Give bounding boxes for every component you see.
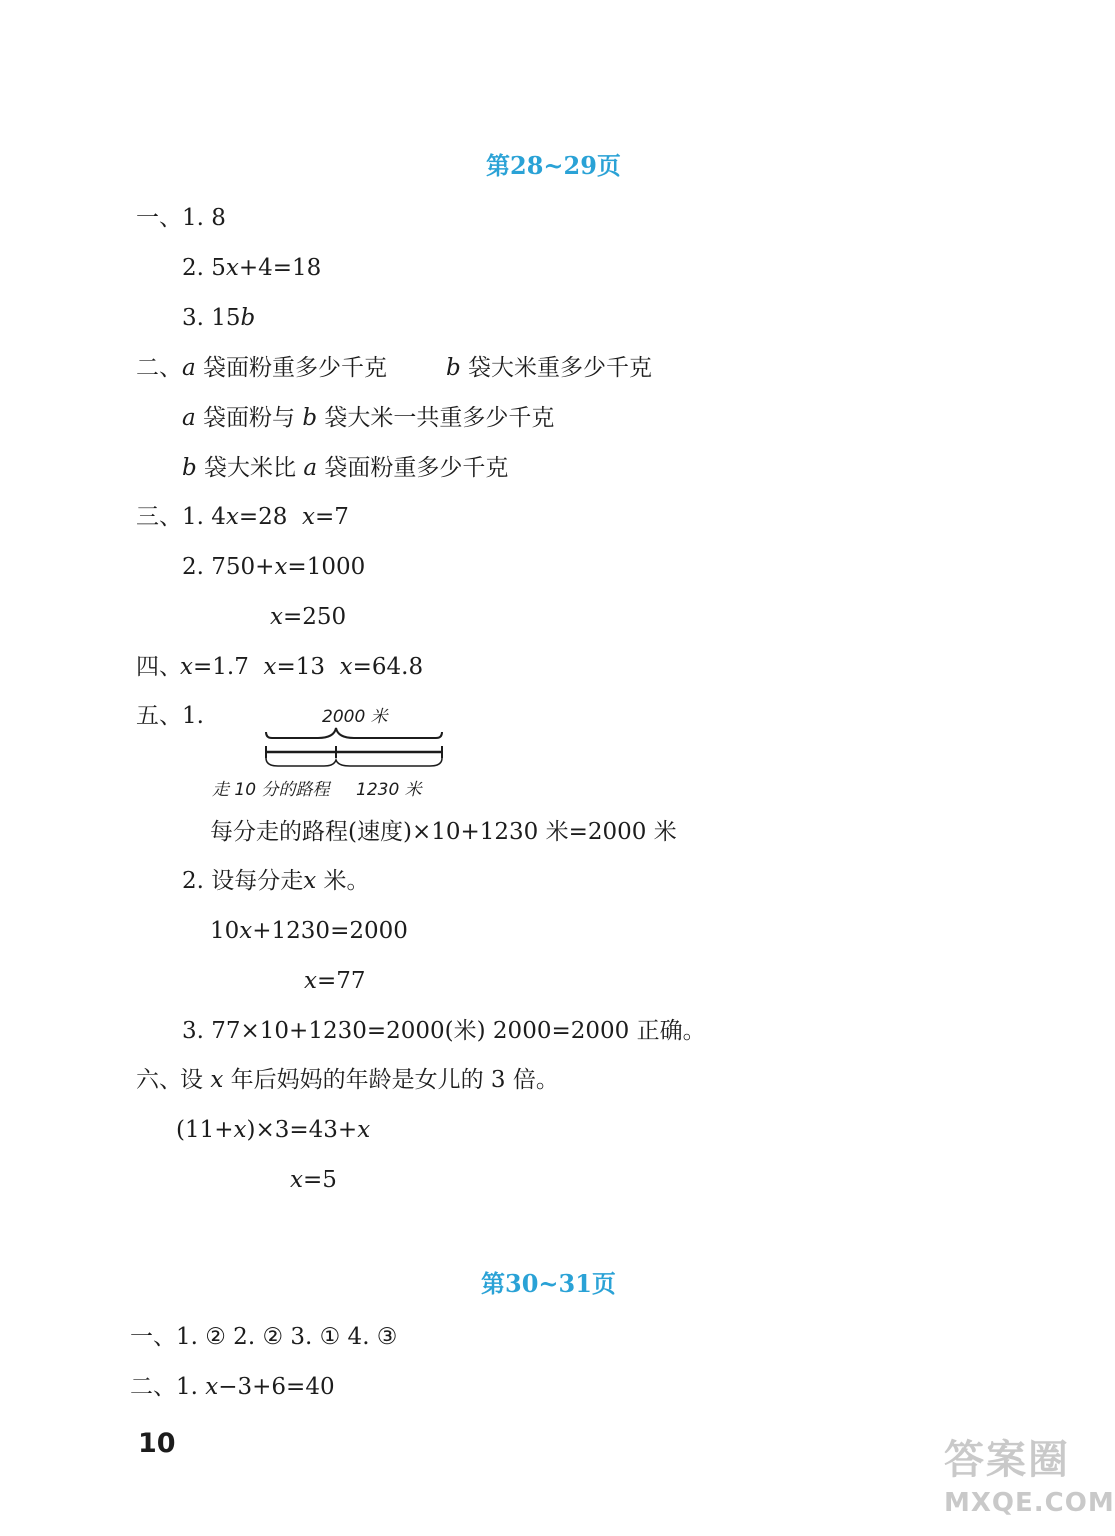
p2-answer-1: 1. ② 2. ② 3. ① 4. ③ (176, 1324, 398, 1350)
section-heading-30-31: 第30~31页 (481, 1269, 616, 1298)
question-5-label: 五、 (136, 703, 182, 729)
answer-5-equation: 10x+1230=2000 (210, 918, 408, 944)
answer-2-line-1a: a 袋面粉重多少千克 (182, 355, 388, 381)
segment-diagram (258, 726, 450, 770)
answer-4: x=1.7 x=13 x=64.8 (180, 654, 424, 680)
answer-2-line-2: a 袋面粉与 b 袋大米一共重多少千克 (182, 405, 555, 431)
answer-3-2-solution: x=250 (270, 604, 347, 630)
answer-5-1-label: 1. (182, 703, 204, 729)
p2-answer-2-1: 1. x−3+6=40 (176, 1374, 335, 1400)
question-3-label: 三、 (136, 504, 182, 530)
watermark-url: MXQE.COM (944, 1488, 1115, 1518)
question-6-label: 六、 (136, 1067, 182, 1093)
diagram-left-label: 走 10 分的路程 (212, 780, 330, 800)
p2-question-2-label: 二、 (130, 1374, 176, 1400)
answer-3-2: 2. 750+x=1000 (182, 554, 366, 580)
watermark-logo: 答案圈 (944, 1437, 1070, 1483)
answer-1-3: 3. 15b (182, 305, 256, 331)
section-heading-28-29: 第28~29页 (486, 151, 621, 180)
answer-6-equation: (11+x)×3=43+x (176, 1117, 371, 1143)
answer-5-3: 3. 77×10+1230=2000(米) 2000=2000 正确。 (182, 1018, 706, 1044)
answer-2-line-1b: b 袋大米重多少千克 (446, 355, 653, 381)
answer-2-line-3: b 袋大米比 a 袋面粉重多少千克 (182, 455, 509, 481)
diagram-right-label: 1230 米 (356, 780, 422, 800)
question-2-label: 二、 (136, 355, 182, 381)
question-1-label: 一、 (136, 205, 182, 231)
answer-6-solution: x=5 (290, 1167, 337, 1193)
page-number: 10 (138, 1428, 176, 1459)
answer-1-2: 2. 5x+4=18 (182, 255, 322, 281)
diagram-total-label: 2000 米 (322, 707, 388, 727)
answer-5-relation: 每分走的路程(速度)×10+1230 米=2000 米 (210, 819, 677, 845)
answer-3-1: 1. 4x=28 x=7 (182, 504, 349, 530)
question-4-label: 四、 (136, 654, 182, 680)
answer-6-setup: 设 x 年后妈妈的年龄是女儿的 3 倍。 (180, 1067, 559, 1093)
answer-5-solution: x=77 (304, 968, 366, 994)
p2-question-1-label: 一、 (130, 1324, 176, 1350)
answer-5-2: 2. 设每分走x 米。 (182, 868, 370, 894)
answer-1-1: 1. 8 (182, 205, 226, 231)
